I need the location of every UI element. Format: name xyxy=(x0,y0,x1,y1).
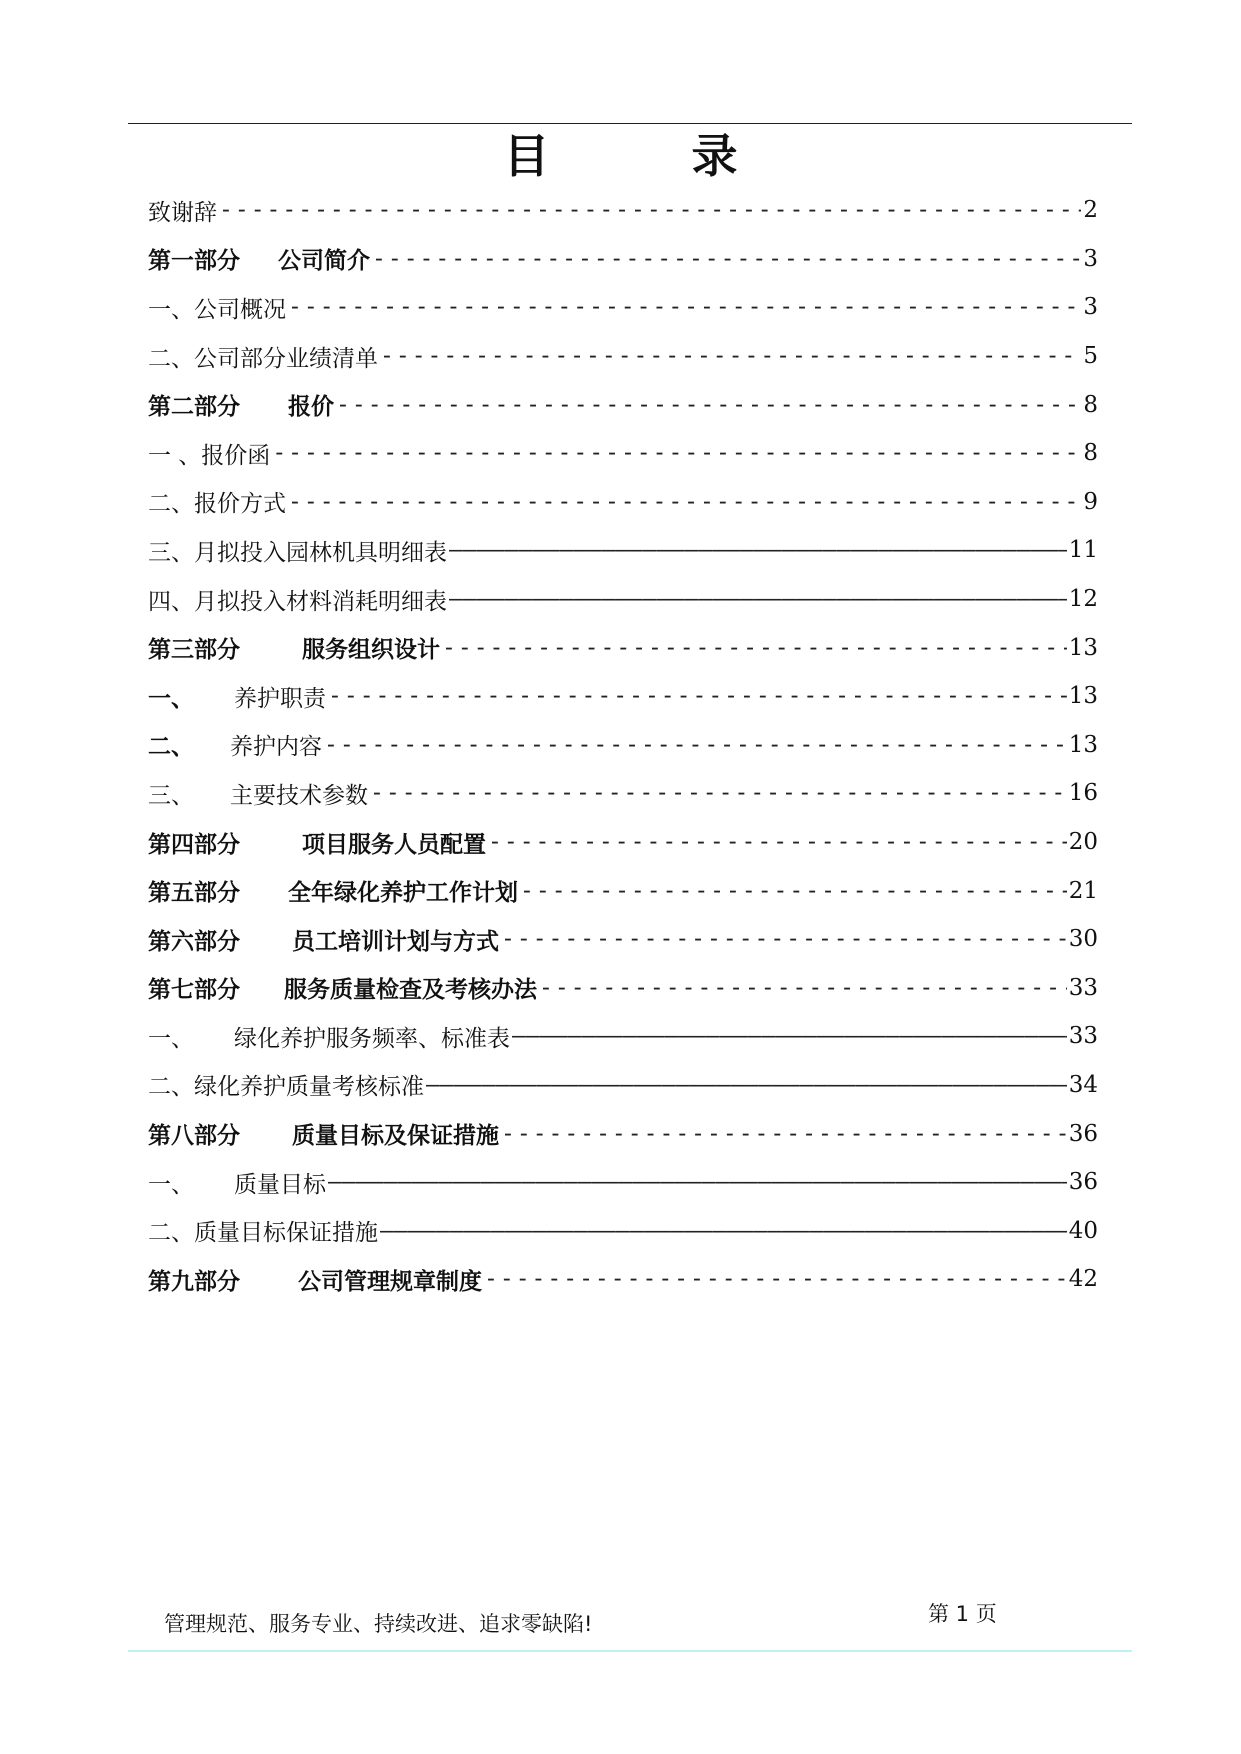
toc-entry[interactable] xyxy=(148,1012,1098,1061)
toc-entry[interactable] xyxy=(148,964,1098,1013)
toc-leader-dots xyxy=(520,878,1067,904)
header-rule xyxy=(128,123,1132,124)
toc-page-number: 36 xyxy=(1068,1120,1098,1147)
toc-entry-title: 项目服务人员配置 xyxy=(302,831,486,858)
toc-leader-dots xyxy=(539,975,1067,1001)
toc-page-number: 40 xyxy=(1068,1217,1098,1244)
toc-entry[interactable] xyxy=(148,915,1098,964)
toc-entry[interactable] xyxy=(148,575,1098,624)
toc-leader-dots xyxy=(219,197,1081,223)
toc-entry[interactable] xyxy=(148,1158,1098,1207)
toc-page-number: 5 xyxy=(1083,343,1098,370)
toc-entry-label: 二、报价方式 xyxy=(148,491,286,518)
toc-entry-title: 养护职责 xyxy=(234,685,326,712)
toc-entry-label: 三、月拟投入园林机具明细表 xyxy=(148,539,447,566)
toc-entry-label: 第二部分 xyxy=(148,394,240,421)
toc-entry-label: 一 、报价函 xyxy=(148,442,271,469)
toc-leader-dots xyxy=(336,392,1081,418)
toc-entry-title: 养护内容 xyxy=(230,734,322,761)
toc-leader-dots xyxy=(324,732,1067,758)
toc-leader-dots xyxy=(328,1169,1067,1195)
toc-page-number: 8 xyxy=(1083,440,1098,467)
toc-page-number: 42 xyxy=(1068,1266,1098,1293)
toc-entry-label: 第四部分 xyxy=(148,831,240,858)
toc-entry-title: 全年绿化养护工作计划 xyxy=(288,880,518,907)
toc-leader-dots xyxy=(370,780,1067,806)
toc-entry[interactable] xyxy=(148,1206,1098,1255)
toc-entry[interactable] xyxy=(148,866,1098,915)
toc-page-number: 21 xyxy=(1068,877,1098,904)
toc-leader-dots xyxy=(288,489,1081,515)
toc-page-number: 36 xyxy=(1068,1169,1098,1196)
toc-leader-dots xyxy=(380,343,1081,369)
toc-entry[interactable] xyxy=(148,1255,1098,1304)
footer-motto: 管理规范、服务专业、持续改进、追求零缺陷! xyxy=(164,1612,593,1636)
toc-leader-dots xyxy=(501,926,1067,952)
toc-entry-title: 员工培训计划与方式 xyxy=(292,928,499,955)
toc-leader-dots xyxy=(449,586,1067,612)
toc-entry-label: 二、质量目标保证措施 xyxy=(148,1220,378,1247)
toc-page-number: 33 xyxy=(1068,974,1098,1001)
toc-entry-title: 报价 xyxy=(288,394,334,421)
toc-page-number: 3 xyxy=(1083,245,1098,272)
toc-leader-dots xyxy=(272,440,1081,466)
toc-entry-label: 二、公司部分业绩清单 xyxy=(148,345,378,372)
toc-entry-title: 主要技术参数 xyxy=(230,782,368,809)
toc-entry-label: 第三部分 xyxy=(148,637,240,664)
table-of-contents xyxy=(148,186,1098,1304)
toc-entry-title: 质量目标及保证措施 xyxy=(292,1123,499,1150)
toc-page-number: 13 xyxy=(1068,683,1098,710)
toc-page-number: 20 xyxy=(1068,829,1098,856)
toc-entry[interactable] xyxy=(148,526,1098,575)
toc-entry-title: 绿化养护服务频率、标准表 xyxy=(234,1025,510,1052)
toc-page-number: 16 xyxy=(1068,780,1098,807)
toc-entry[interactable] xyxy=(148,818,1098,867)
toc-entry[interactable] xyxy=(148,623,1098,672)
toc-page-number: 13 xyxy=(1068,634,1098,661)
toc-page-number: 11 xyxy=(1068,537,1098,564)
toc-entry[interactable] xyxy=(148,380,1098,429)
toc-leader-dots xyxy=(512,1023,1067,1049)
toc-entry-title: 公司简介 xyxy=(278,248,370,275)
toc-page-number: 3 xyxy=(1083,294,1098,321)
toc-leader-dots xyxy=(442,635,1067,661)
toc-page-number: 33 xyxy=(1068,1023,1098,1050)
toc-leader-dots xyxy=(380,1218,1067,1244)
toc-leader-dots xyxy=(449,537,1067,563)
toc-leader-dots xyxy=(484,1266,1067,1292)
toc-entry-label: 第五部分 xyxy=(148,880,240,907)
toc-leader-dots xyxy=(288,294,1081,320)
toc-page-number: 34 xyxy=(1068,1071,1098,1098)
toc-entry-label: 一、 xyxy=(148,1171,194,1198)
toc-entry[interactable] xyxy=(148,769,1098,818)
toc-entry-label: 一、公司概况 xyxy=(148,296,286,323)
toc-entry-title: 服务质量检查及考核办法 xyxy=(284,977,537,1004)
toc-entry-label: 第九部分 xyxy=(148,1268,240,1295)
toc-entry-label: 三、 xyxy=(148,782,194,809)
toc-entry[interactable] xyxy=(148,235,1098,284)
toc-entry[interactable] xyxy=(148,478,1098,527)
toc-title: 目 录 xyxy=(503,129,786,183)
toc-entry[interactable] xyxy=(148,186,1098,235)
toc-entry-title: 质量目标 xyxy=(234,1171,326,1198)
page-footer xyxy=(128,1598,1132,1648)
footer-rule xyxy=(128,1650,1132,1652)
toc-entry-label: 四、月拟投入材料消耗明细表 xyxy=(148,588,447,615)
toc-entry-label: 二、绿化养护质量考核标准 xyxy=(148,1074,424,1101)
toc-entry[interactable] xyxy=(148,721,1098,770)
toc-page-number: 9 xyxy=(1083,488,1098,515)
toc-leader-dots xyxy=(426,1072,1067,1098)
toc-page-number: 12 xyxy=(1068,586,1098,613)
toc-page-number: 8 xyxy=(1083,391,1098,418)
toc-entry-label: 一、 xyxy=(148,685,194,712)
page-number: 第 1 页 xyxy=(928,1602,997,1626)
toc-entry-title: 公司管理规章制度 xyxy=(298,1268,482,1295)
toc-leader-dots xyxy=(328,683,1067,709)
toc-entry-label: 致谢辞 xyxy=(148,199,217,226)
toc-entry-label: 第六部分 xyxy=(148,928,240,955)
toc-entry[interactable] xyxy=(148,283,1098,332)
toc-page-number: 30 xyxy=(1068,926,1098,953)
toc-entry[interactable] xyxy=(148,1061,1098,1110)
toc-entry-label: 第七部分 xyxy=(148,977,240,1004)
toc-entry-label: 二、 xyxy=(148,734,194,761)
toc-page-number: 13 xyxy=(1068,731,1098,758)
toc-entry[interactable] xyxy=(148,672,1098,721)
toc-entry[interactable] xyxy=(148,332,1098,381)
toc-leader-dots xyxy=(488,829,1067,855)
toc-entry-label: 第八部分 xyxy=(148,1123,240,1150)
toc-page-number: 2 xyxy=(1083,197,1098,224)
toc-entry-label: 一、 xyxy=(148,1025,194,1052)
toc-leader-dots xyxy=(501,1121,1067,1147)
toc-entry[interactable] xyxy=(148,1109,1098,1158)
toc-entry-label: 第一部分 xyxy=(148,248,240,275)
toc-entry[interactable] xyxy=(148,429,1098,478)
toc-entry-title: 服务组织设计 xyxy=(302,637,440,664)
toc-leader-dots xyxy=(372,246,1081,272)
